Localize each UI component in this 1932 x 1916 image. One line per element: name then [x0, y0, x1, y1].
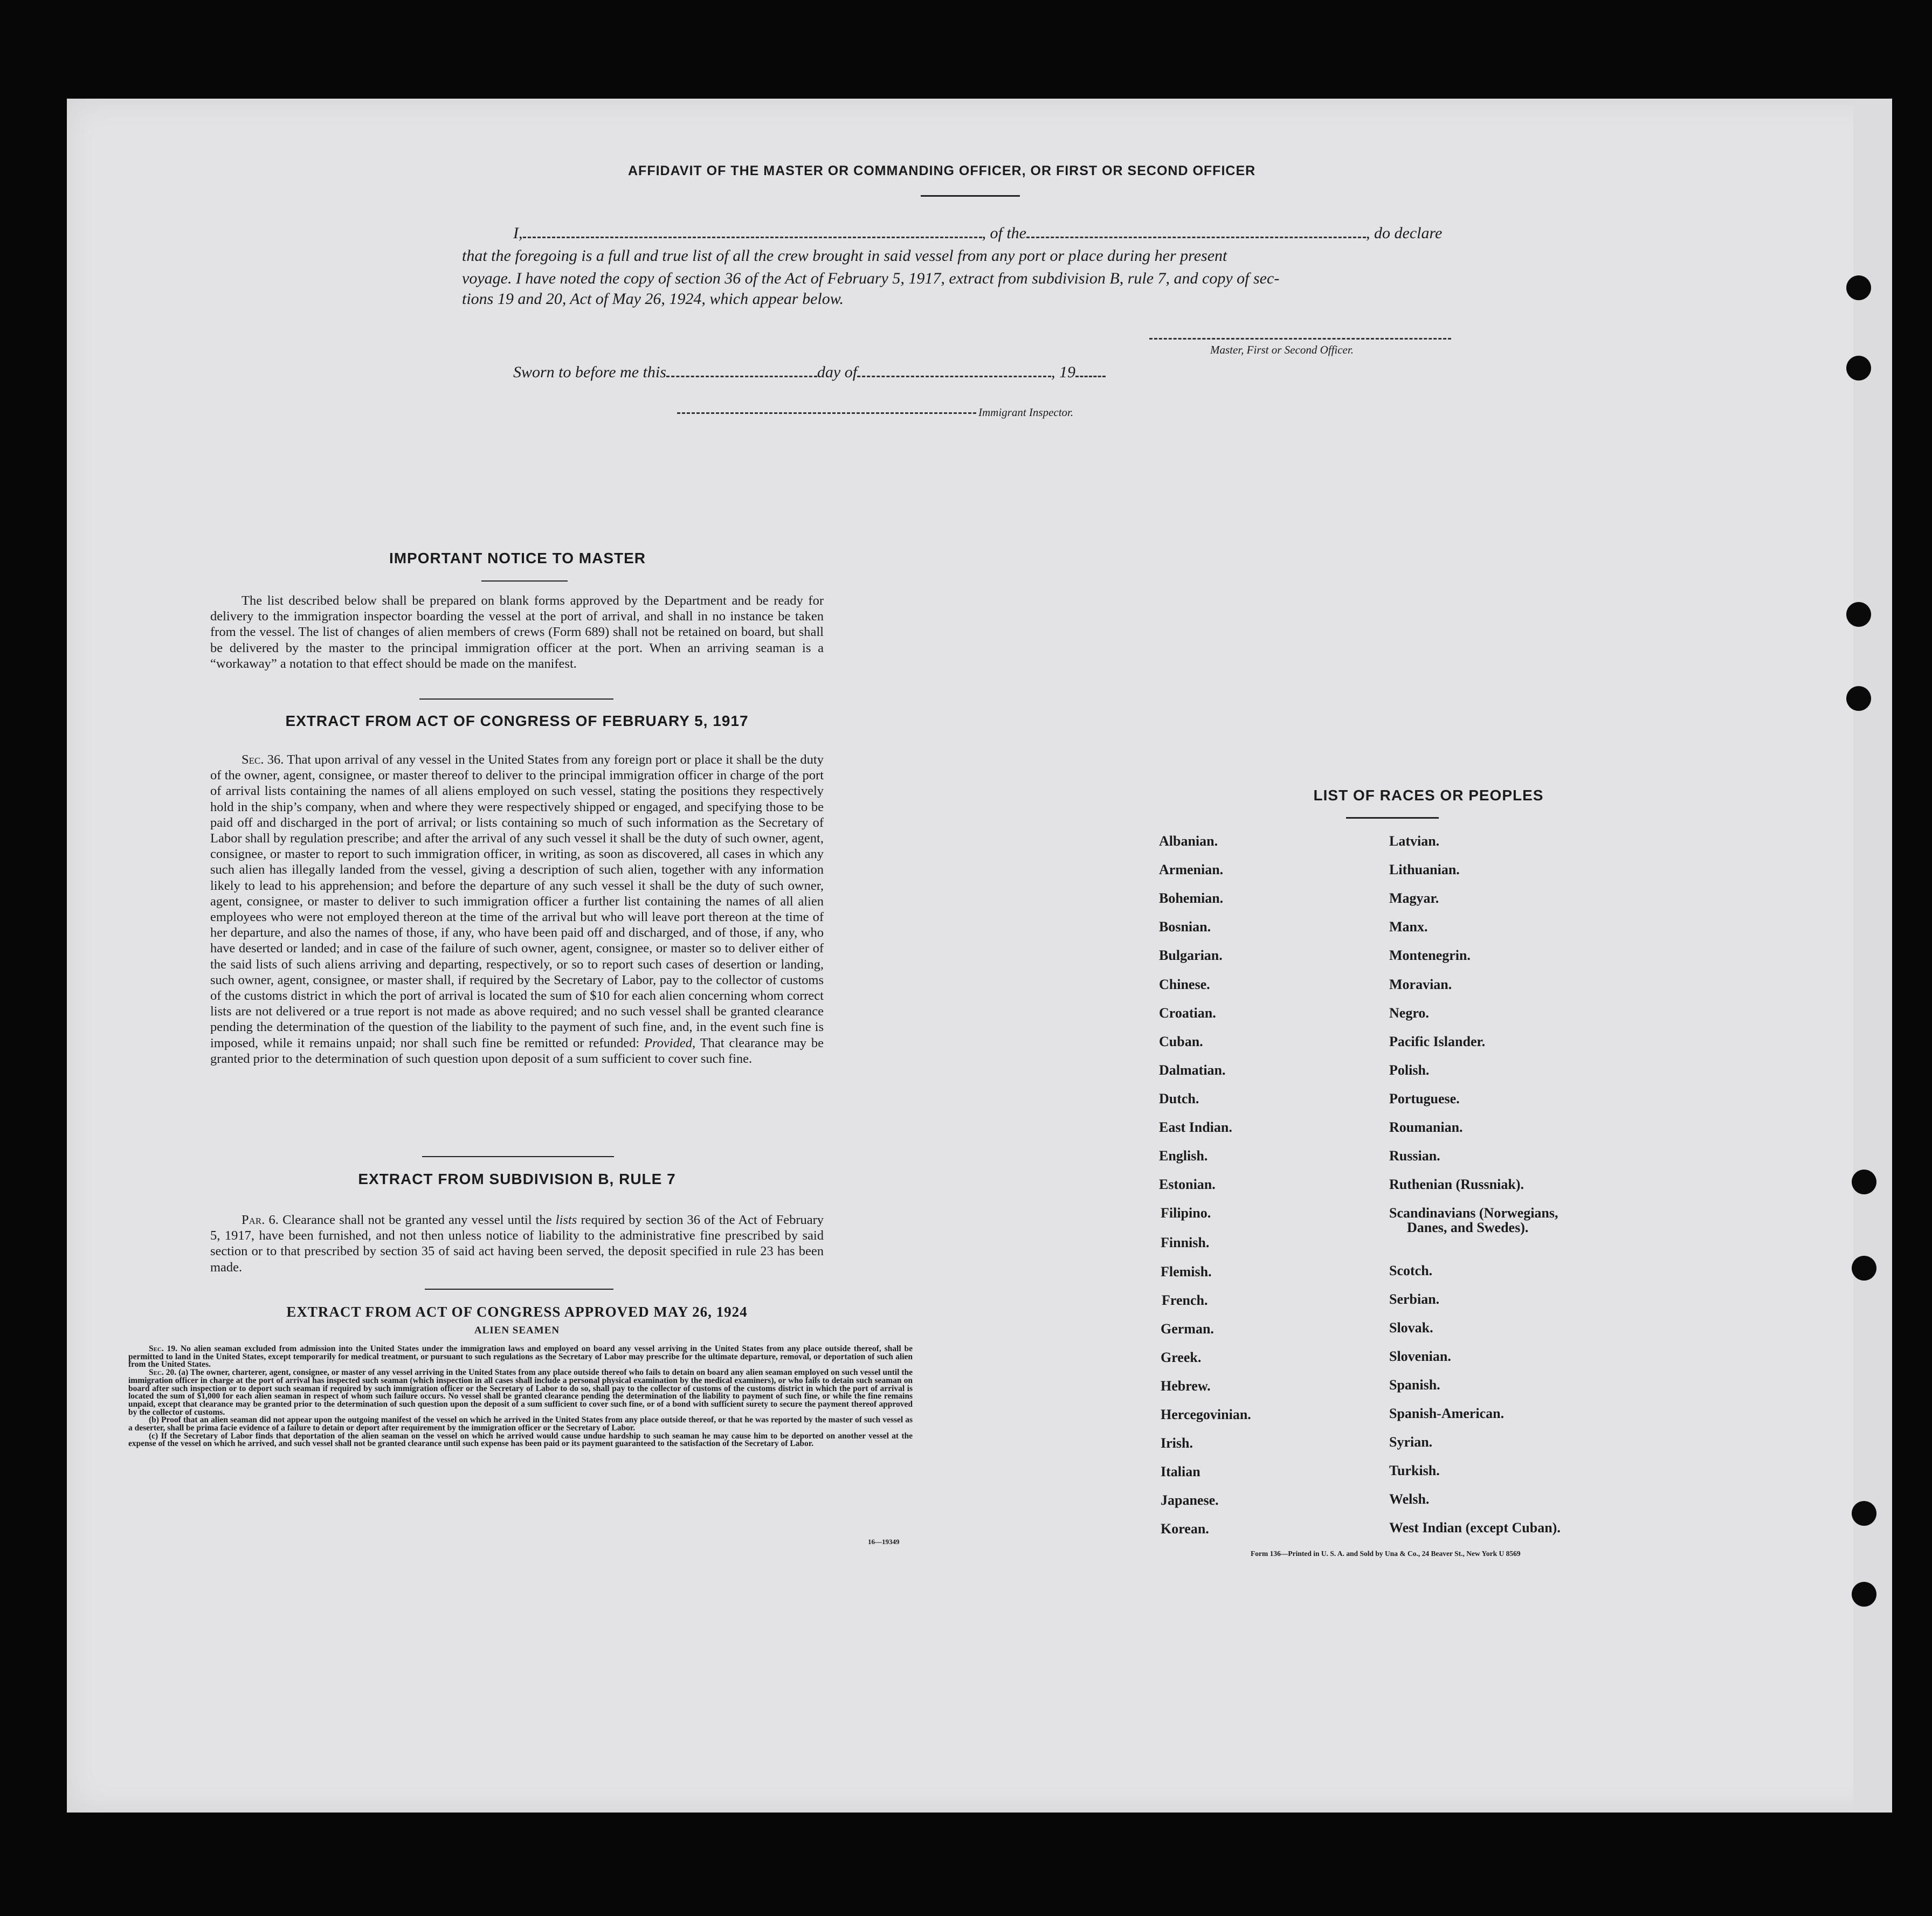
section-20b-paragraph: (b) Proof that an alien seaman did not appear upon the outgoing manifest of the vessel on which he arrived in the United States from any place outside thereof, or that he was reported by the master of such vessel as a deserter, shall be prima facie evidence of a failure to detain or deport after requirement by the immigration officer or the Secretary of Labor.: [128, 1415, 913, 1433]
race-item: Roumanian.: [1389, 1119, 1463, 1135]
affidavit-line-3: voyage. I have noted the copy of section 36 of the Act of February 5, 1917, extract from subdivision B, rule 7, and copy of sec-: [462, 269, 1280, 287]
notice-body: The list described below shall be prepared on blank forms approved by the Department and be ready for delivery to the immigration inspector boarding the vessel at the port of arrival, and shall in no instance be taken from the vessel. The list of changes of alien members of crews (Form 689) shall not be retained on board, but shall be delivered by the master to the principal immigration officer at the port. When an arriving seaman is a “workaway” a notation to that effect should be made on the manifest.: [210, 593, 824, 671]
rule7-heading: EXTRACT FROM SUBDIVISION B, RULE 7: [358, 1171, 676, 1187]
declarant-name-field[interactable]: [523, 225, 982, 238]
section-20c-paragraph: (c) If the Secretary of Labor finds that deportation of the alien seaman on the vessel on which he arrived would cause undue hardship to such seaman he may cause him to be deported on another vessel at the expense of the vessel on which he arrived, and such vessel shall not be granted clearance until such expense has been paid or its payment guaranteed to the satisfaction of the Secretary of Labor.: [128, 1431, 913, 1449]
provided-term: Provided,: [644, 1035, 696, 1050]
race-item: Lithuanian.: [1389, 862, 1460, 878]
race-item: Latvian.: [1389, 833, 1440, 849]
sworn-year-prefix: , 19: [1051, 363, 1076, 381]
section-19-paragraph: [128, 1345, 913, 1369]
race-item: Irish.: [1161, 1435, 1193, 1451]
section-20a-paragraph: [128, 1369, 913, 1416]
race-item: Welsh.: [1389, 1491, 1430, 1507]
race-item: Slovenian.: [1389, 1348, 1451, 1364]
printer-footer: Form 136—Printed in U. S. A. and Sold by Una & Co., 24 Beaver St., New York U 8569: [1251, 1550, 1521, 1558]
race-item: Turkish.: [1389, 1463, 1440, 1479]
extract-1917-body: [210, 752, 824, 1067]
section-36-text: That upon arrival of any vessel in the United States from any foreign port or place it shall be the duty of the owner, agent, consignee, or master thereof to deliver to the principal immigration officer in charge of the port of arrival lists containing the names of all aliens employed on such vessel, stating the positions they respectively hold in the ship’s company, when and where they were respectively shipped or engaged, and specifying those to be paid off and discharged in the port of arrival; or lists containing so much of such information as the Secretary of Labor shall by regulation prescribe; and after the arrival of any such vessel it shall be the duty of such owner, agent, consignee, or master to report to such immigration officer, in writing, as soon as discovered, all cases in which any such alien has illegally landed from the vessel, giving a description of such alien, together with any information likely to lead to his apprehension; and before the departure of any such vessel it shall be the duty of such owner, agent, consignee, or master to deliver to such immigration officer a further list containing the names of all alien employees who were not employed thereon at the time of the arrival but who will leave port thereon at the time of her departure, and also the names of those, if any, who have been paid off and discharged, and of those, if any, who have deserted or landed; and in case of the failure of such owner, agent, consignee, or master so to deliver either of the said lists of such aliens arriving and departing, respectively, or so to report such cases of desertion or landing, such owner, agent, consignee, or master shall, if required by the Secretary of Labor, pay to the collector of customs of the customs district in which the port of arrival is located the sum of $10 for each alien concerning whom correct lists are not delivered or a true report is not made as above required; and no such vessel shall be granted clearance pending the determination of the question of the liability to the payment of such fine, and, in the event such fine is imposed, while it remains unpaid; nor shall such fine be remitted or refunded:: [210, 752, 824, 1050]
extract-1917-separator: [422, 1156, 614, 1157]
extract-1924-heading: EXTRACT FROM ACT OF CONGRESS APPROVED MAY 26, 1924: [286, 1304, 748, 1320]
race-item: Polish.: [1389, 1062, 1430, 1078]
print-code: 16—19349: [868, 1538, 900, 1546]
declarant-prefix: I,: [513, 224, 523, 242]
race-item: Scotch.: [1389, 1262, 1433, 1278]
races-underline: [1346, 817, 1439, 819]
race-item: Filipino.: [1161, 1205, 1211, 1221]
notice-heading: IMPORTANT NOTICE TO MASTER: [389, 550, 646, 566]
title-underline: [921, 195, 1020, 197]
punch-hole: [1852, 1501, 1876, 1526]
vessel-name-field[interactable]: [1026, 225, 1366, 238]
affidavit-line-4: tions 19 and 20, Act of May 26, 1924, which appear below.: [462, 290, 844, 308]
punch-hole: [1846, 275, 1871, 300]
race-item: Finnish.: [1161, 1235, 1210, 1251]
race-item: Dalmatian.: [1159, 1062, 1226, 1078]
race-item: Magyar.: [1389, 890, 1439, 907]
race-item: Montenegrin.: [1389, 947, 1471, 964]
race-item: Croatian.: [1159, 1005, 1216, 1021]
race-item: Chinese.: [1159, 976, 1210, 992]
rule7-separator: [425, 1289, 613, 1290]
race-item: Russian.: [1389, 1148, 1440, 1164]
race-item: Japanese.: [1161, 1492, 1219, 1509]
sworn-day-of: day of: [817, 363, 858, 381]
race-item: Dutch.: [1159, 1090, 1199, 1106]
race-item: Manx.: [1389, 919, 1428, 935]
sworn-line: [513, 361, 1214, 384]
master-signature-label: Master, First or Second Officer.: [1210, 343, 1354, 356]
race-item: Armenian.: [1159, 862, 1224, 878]
race-item: German.: [1161, 1320, 1214, 1337]
race-item: Bohemian.: [1159, 890, 1224, 907]
sworn-year-field[interactable]: [1075, 364, 1106, 377]
section-19-label: Sec. 19.: [149, 1344, 178, 1353]
race-item: Pacific Islander.: [1389, 1033, 1486, 1049]
affidavit-line-2: that the foregoing is a full and true list of all the crew brought in said vessel from any port or place during her present: [462, 247, 1227, 265]
paragraph-6-label: Par. 6.: [242, 1213, 279, 1227]
race-item: Scandinavians (Norwegians,: [1389, 1205, 1558, 1221]
race-item: Greek.: [1161, 1349, 1202, 1365]
race-item: Bosnian.: [1159, 919, 1211, 935]
race-item: Negro.: [1389, 1005, 1429, 1021]
alien-seamen-subheading: ALIEN SEAMEN: [474, 1325, 560, 1336]
races-heading: LIST OF RACES OR PEOPLES: [1313, 787, 1544, 804]
race-item: Bulgarian.: [1159, 947, 1223, 964]
race-item: Albanian.: [1159, 833, 1218, 849]
race-item: French.: [1162, 1292, 1208, 1308]
race-item: Slovak.: [1389, 1319, 1433, 1336]
section-19-text: No alien seaman excluded from admission into the United States under the immigration laws and employed on board any vessel arriving in the United States from any place outside thereof, shall be permitted to land in the United States, except temporarily for medical treatment, or pursuant to such regulations as the Secretary of Labor may prescribe for the ultimate departure, removal, or deportation of such alien from the United States.: [128, 1344, 913, 1369]
inspector-signature-field[interactable]: [677, 409, 976, 414]
sworn-day-field[interactable]: [666, 364, 817, 377]
rule7-body: [210, 1212, 824, 1275]
punch-hole: [1846, 686, 1871, 711]
race-item: East Indian.: [1159, 1119, 1232, 1135]
declare-text: , do declare: [1366, 224, 1443, 242]
race-item: Cuban.: [1159, 1033, 1203, 1049]
punch-hole: [1852, 1256, 1876, 1281]
lists-term: lists: [555, 1213, 577, 1227]
extract-1917-heading: EXTRACT FROM ACT OF CONGRESS OF FEBRUARY 5, 1917: [285, 713, 749, 729]
section-36-text-end: That clearance may be granted prior to the determination of such question upon deposit of a sum sufficient to cover such fine.: [210, 1035, 824, 1066]
extract-1924-body: [128, 1345, 913, 1448]
punch-hole: [1846, 602, 1871, 627]
race-item: Portuguese.: [1389, 1090, 1460, 1106]
race-item: Korean.: [1161, 1521, 1209, 1537]
paragraph-6-text-a: Clearance shall not be granted any vessel until the: [282, 1213, 552, 1227]
sworn-prefix: Sworn to before me this: [513, 363, 666, 381]
section-36-label: Sec. 36.: [242, 752, 284, 767]
race-item: Hercegovinian.: [1161, 1407, 1251, 1422]
race-item: Spanish-American.: [1389, 1406, 1505, 1421]
section-20a-text: (a) The owner, charterer, agent, consignee, or master of any vessel arriving in the United States from any place outside thereof who fails to detain on board any alien seaman employed on such vessel until the immigration officer in charge at the port of arrival has inspected such seaman (which inspection in all cases shall include a personal physical examination by the medical examiners), or who fails to detain such seaman on board after such inspection or to deport such seaman if required by such immigration officer or the Secretary of Labor to do so, shall pay to the collector of customs of the customs district in which the port of arrival is located the sum of $1,000 for each alien seaman in respect of whom such failure occurs. No vessel shall be granted clearance pending the determination of the liability to payment of such fine, or while the fine remains unpaid, except that clearance may be granted prior to the determination of such question upon the deposit of a sum sufficient to cover such fine, or of a bond with sufficient surety to secure the payment thereof approved by the collector of customs.: [128, 1368, 913, 1417]
affidavit-title: AFFIDAVIT OF THE MASTER OR COMMANDING OFFICER, OR FIRST OR SECOND OFFICER: [628, 163, 1256, 178]
section-20-label: Sec. 20.: [149, 1368, 177, 1378]
paragraph-6-text-b: required by section 36 of the Act of February 5, 1917, have been furnished, and not then unless notice of liability to the administrative fine prescribed by said section or to that prescribed by section 35 of said act having been served, the deposit specified in rule 23 has been made.: [210, 1213, 824, 1275]
race-item: Spanish.: [1389, 1377, 1440, 1393]
inspector-label: Immigrant Inspector.: [978, 406, 1074, 419]
master-signature-field[interactable]: [1149, 334, 1451, 340]
sworn-month-field[interactable]: [857, 364, 1051, 377]
punch-hole: [1846, 356, 1871, 381]
affidavit-declaration-line: [513, 222, 1484, 245]
race-item: Serbian.: [1389, 1291, 1440, 1307]
race-item: Moravian.: [1389, 976, 1452, 992]
race-item: Syrian.: [1389, 1434, 1433, 1450]
race-item: Hebrew.: [1161, 1378, 1211, 1394]
race-item: Ruthenian (Russniak).: [1389, 1177, 1524, 1193]
race-item-continuation: Danes, and Swedes).: [1407, 1220, 1529, 1236]
punch-hole: [1852, 1582, 1876, 1607]
race-item: English.: [1159, 1148, 1208, 1164]
notice-underline: [481, 580, 568, 582]
race-item: Italian: [1161, 1464, 1200, 1480]
vessel-prefix: , of the: [982, 224, 1026, 242]
race-item: Estonian.: [1159, 1177, 1216, 1193]
notice-separator: [419, 698, 613, 700]
race-item: Flemish.: [1161, 1263, 1212, 1279]
race-item: West Indian (except Cuban).: [1389, 1520, 1561, 1536]
punch-hole: [1852, 1170, 1876, 1194]
